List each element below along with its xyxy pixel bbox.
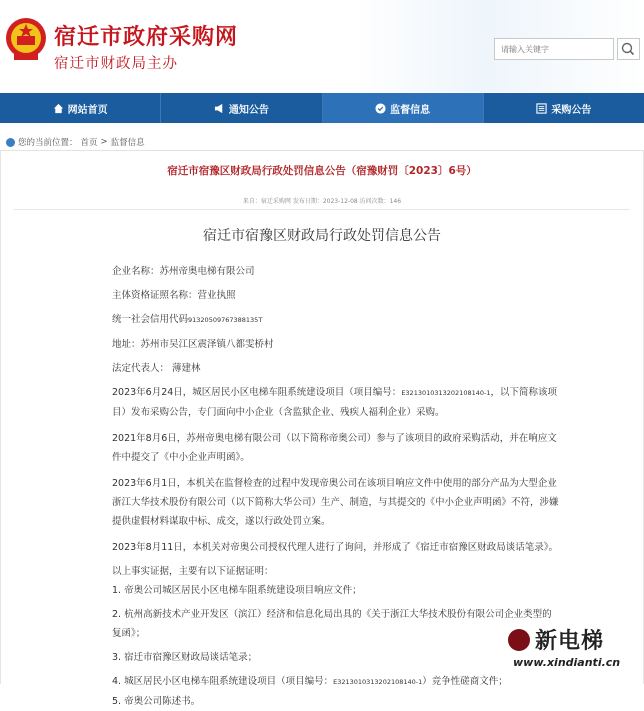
evidence-item-4 — [90, 672, 560, 692]
site-subtitle: 宿迁市财政局主办 — [54, 56, 178, 72]
site-header — [0, 0, 644, 92]
megaphone-icon — [214, 103, 225, 114]
paragraph-text: 2023年6月24日，城区居民小区电梯车阻系统建设项目（项目编号： — [112, 387, 402, 398]
credit-code-line — [90, 310, 560, 330]
nav-label: 采购公告 — [551, 104, 592, 116]
project-code: E3213010313202108140-1 — [333, 678, 423, 686]
paragraph-2: 2021年8月6日，苏州帝奥电梯有限公司（以下简称帝奥公司）参与了该项目的政府采购活动，并在响应文件中提交了《中小企业声明函》。 — [112, 433, 557, 463]
article-headline: 宿迁市宿豫区财政局行政处罚信息公告（宿豫财罚〔2023〕6号） — [167, 165, 477, 177]
watermark-url: www.xindianti.cn — [513, 656, 621, 669]
paragraph-4: 2023年8月11日，本机关对帝奥公司授权代理人进行了询问，并形成了《宿迁市宿豫区财政局谈话笔录》。 — [112, 542, 559, 553]
nav-item-notices[interactable] — [161, 93, 322, 123]
search-icon — [618, 39, 639, 59]
national-emblem-icon — [4, 16, 48, 64]
home-icon — [53, 103, 64, 114]
legal-representative: 法定代表人： 薄建林 — [112, 363, 201, 374]
paragraph-text: ，以下简称该项目）发布采购公告，专门面向中小企业（含监狱企业、残疾人福利企业）采购。 — [112, 387, 557, 418]
nav-item-procurement[interactable] — [484, 93, 644, 123]
main-nav — [0, 93, 644, 123]
credit-code: 91320509767388135T — [188, 316, 263, 324]
company-name: 企业名称：苏州帝奥电梯有限公司 — [112, 266, 255, 277]
paragraph-3: 2023年6月1日，本机关在监督检查的过程中发现帝奥公司在该项目响应文件中使用的部分产品为大型企业浙江大华技术股份有限公司（以下简称大华公司）生产、制造，与其提交的《中小企业声明函》不符，涉嫌提供虚假材料谋取中标、成交，遂以行政处罚立案。 — [112, 478, 559, 527]
breadcrumb-separator: > — [100, 137, 108, 147]
nav-item-supervision[interactable] — [323, 93, 484, 123]
location-icon — [6, 138, 15, 147]
breadcrumb-home-link[interactable]: 首页 — [80, 138, 98, 148]
paragraph-text: 4. 城区居民小区电梯车阻系统建设项目（项目编号： — [112, 676, 334, 687]
article-body — [90, 262, 560, 711]
nav-label: 通知公告 — [228, 104, 269, 116]
credit-label: 统一社会信用代码 — [112, 314, 189, 325]
company-address: 地址：苏州市吴江区震泽镇八都雯桥村 — [112, 339, 274, 350]
site-title: 宿迁市政府采购网 — [54, 25, 239, 50]
divider — [14, 209, 630, 210]
watermark-brand: 新电梯 — [535, 629, 605, 654]
paragraph-text: ）竞争性磋商文件； — [422, 676, 508, 687]
paragraph-1 — [90, 383, 560, 422]
shield-check-icon — [375, 103, 386, 114]
breadcrumb-current[interactable]: 监督信息 — [110, 138, 145, 148]
document-title: 宿迁市宿豫区财政局行政处罚信息公告 — [203, 228, 441, 244]
article-meta: 来自：宿迁采购网 发布日期：2023-12-08 访问次数：146 — [242, 198, 402, 205]
cert-name: 主体资格证照名称：营业执照 — [112, 290, 236, 301]
nav-label: 网站首页 — [67, 104, 108, 116]
list-icon — [536, 103, 547, 114]
watermark-logo-icon — [508, 629, 530, 651]
breadcrumb — [6, 136, 145, 148]
evidence-item-5: 5. 帝奥公司陈述书。 — [112, 696, 201, 707]
evidence-item-3: 3. 宿迁市宿豫区财政局谈话笔录； — [112, 652, 258, 663]
evidence-item-2: 2. 杭州高新技术产业开发区（滨江）经济和信息化局出具的《关于浙江大华技术股份有限公司企业类型的复函》； — [112, 609, 552, 639]
project-code: E3213010313202108140-1 — [401, 389, 491, 397]
nav-item-home[interactable] — [0, 93, 161, 123]
evidence-item-1: 1. 帝奥公司城区居民小区电梯车阻系统建设项目响应文件； — [112, 585, 362, 596]
nav-label: 监督信息 — [390, 104, 431, 116]
evidence-intro: 以上事实证据，主要有以下证据证明： — [112, 566, 274, 577]
breadcrumb-prefix: 您的当前位置： — [18, 138, 78, 148]
search-input[interactable] — [494, 38, 614, 60]
search-button[interactable] — [617, 38, 640, 60]
